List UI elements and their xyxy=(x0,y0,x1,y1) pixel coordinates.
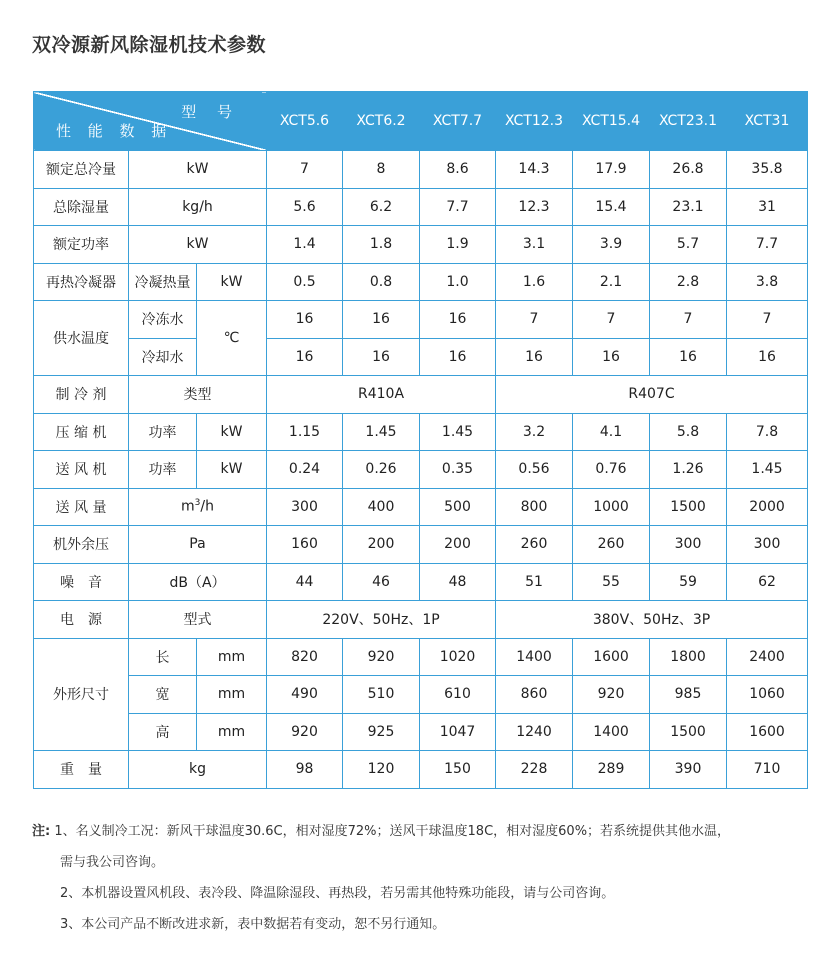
row-dim-width xyxy=(34,676,808,714)
row-power-supply xyxy=(34,601,808,639)
cell: 1240 xyxy=(496,713,573,751)
cell: 59 xyxy=(650,563,727,601)
cell: 1.45 xyxy=(727,451,808,489)
row-external-pressure xyxy=(34,526,808,564)
cell: 390 xyxy=(650,751,727,789)
row-unit: mm xyxy=(197,713,267,751)
cell: 300 xyxy=(267,488,343,526)
cell: 46 xyxy=(343,563,420,601)
row-sublabel: 型式 xyxy=(129,601,267,639)
cell: 0.35 xyxy=(420,451,496,489)
cell: 1.26 xyxy=(650,451,727,489)
cell-merged: R410A xyxy=(267,376,496,414)
cell: 400 xyxy=(343,488,420,526)
row-label: 送 风 量 xyxy=(34,488,129,526)
row-unit: dB（A） xyxy=(129,563,267,601)
cell: 16 xyxy=(650,338,727,376)
model-header: XCT7.7 xyxy=(420,92,496,151)
row-label: 送 风 机 xyxy=(34,451,129,489)
row-sublabel: 冷却水 xyxy=(129,338,197,376)
row-reheat-condenser xyxy=(34,263,808,301)
unit-base: m xyxy=(181,499,195,516)
model-header: XCT5.6 xyxy=(267,92,343,151)
cell: 860 xyxy=(496,676,573,714)
row-label: 供水温度 xyxy=(34,301,129,376)
cell: 7 xyxy=(496,301,573,339)
cell: 0.8 xyxy=(343,263,420,301)
cell: 7 xyxy=(727,301,808,339)
notes-block xyxy=(32,816,822,940)
row-sublabel: 长 xyxy=(129,638,197,676)
cell: 16 xyxy=(727,338,808,376)
cell: 3.9 xyxy=(573,226,650,264)
cell: 1400 xyxy=(496,638,573,676)
row-label: 电 源 xyxy=(34,601,129,639)
model-header: XCT15.4 xyxy=(573,92,650,151)
cell: 16 xyxy=(573,338,650,376)
row-dehumidification xyxy=(34,188,808,226)
row-unit: mm xyxy=(197,638,267,676)
cell: 1020 xyxy=(420,638,496,676)
row-fan xyxy=(34,451,808,489)
row-label: 额定功率 xyxy=(34,226,129,264)
spec-table xyxy=(33,91,808,789)
row-sublabel: 类型 xyxy=(129,376,267,414)
cell: 26.8 xyxy=(650,151,727,189)
cell: 490 xyxy=(267,676,343,714)
row-sublabel: 功率 xyxy=(129,413,197,451)
cell: 710 xyxy=(727,751,808,789)
cell: 300 xyxy=(727,526,808,564)
cell: 8.6 xyxy=(420,151,496,189)
cell: 150 xyxy=(420,751,496,789)
row-label: 再热冷凝器 xyxy=(34,263,129,301)
cell-merged: 380V、50Hz、3P xyxy=(496,601,808,639)
cell: 920 xyxy=(267,713,343,751)
cell: 1.8 xyxy=(343,226,420,264)
header-row xyxy=(34,92,808,151)
note-1-text: 1、名义制冷工况：新风干球温度30.6C，相对湿度72%；送风干球温度18C，相对湿度60%；若系统提供其他水温， xyxy=(54,824,731,839)
row-unit: kW xyxy=(129,151,267,189)
row-unit: kW xyxy=(197,263,267,301)
row-unit: kW xyxy=(197,451,267,489)
cell: 1.45 xyxy=(420,413,496,451)
cell: 1047 xyxy=(420,713,496,751)
row-label: 机外余压 xyxy=(34,526,129,564)
cell: 12.3 xyxy=(496,188,573,226)
cell: 820 xyxy=(267,638,343,676)
cell: 7 xyxy=(650,301,727,339)
cell: 16 xyxy=(343,301,420,339)
cell: 16 xyxy=(343,338,420,376)
row-unit: kW xyxy=(129,226,267,264)
row-cooling xyxy=(34,151,808,189)
cell: 3.2 xyxy=(496,413,573,451)
cell-merged: R407C xyxy=(496,376,808,414)
cell: 15.4 xyxy=(573,188,650,226)
cell: 51 xyxy=(496,563,573,601)
cell: 5.8 xyxy=(650,413,727,451)
cell: 2000 xyxy=(727,488,808,526)
row-unit: Pa xyxy=(129,526,267,564)
row-weight xyxy=(34,751,808,789)
cell: 35.8 xyxy=(727,151,808,189)
cell: 23.1 xyxy=(650,188,727,226)
cell: 1.0 xyxy=(420,263,496,301)
cell: 55 xyxy=(573,563,650,601)
row-airflow xyxy=(34,488,808,526)
cell: 7.7 xyxy=(727,226,808,264)
cell: 4.1 xyxy=(573,413,650,451)
cell: 920 xyxy=(343,638,420,676)
cell: 800 xyxy=(496,488,573,526)
cell: 200 xyxy=(420,526,496,564)
row-label: 压 缩 机 xyxy=(34,413,129,451)
note-2: 2、本机器设置风机段、表冷段、降温除湿段、再热段，若另需其他特殊功能段，请与公司咨询。 xyxy=(60,886,615,901)
row-unit: kg/h xyxy=(129,188,267,226)
corner-cell xyxy=(34,92,267,151)
cell: 500 xyxy=(420,488,496,526)
cell: 0.56 xyxy=(496,451,573,489)
cell: 2.1 xyxy=(573,263,650,301)
row-label: 总除湿量 xyxy=(34,188,129,226)
cell: 1060 xyxy=(727,676,808,714)
row-unit: mm xyxy=(197,676,267,714)
corner-perf-label: 性 能 数 据 xyxy=(56,122,173,140)
cell: 200 xyxy=(343,526,420,564)
row-sublabel: 功率 xyxy=(129,451,197,489)
note-3: 3、本公司产品不断改进求新，表中数据若有变动，恕不另行通知。 xyxy=(60,917,446,932)
row-sublabel: 冷凝热量 xyxy=(129,263,197,301)
row-label: 额定总冷量 xyxy=(34,151,129,189)
row-label: 噪 音 xyxy=(34,563,129,601)
cell: 48 xyxy=(420,563,496,601)
cell: 16 xyxy=(420,301,496,339)
cell: 510 xyxy=(343,676,420,714)
note-1-cont: 需与我公司咨询。 xyxy=(60,855,165,870)
row-compressor xyxy=(34,413,808,451)
row-rated-power xyxy=(34,226,808,264)
row-sublabel: 高 xyxy=(129,713,197,751)
row-label: 外形尺寸 xyxy=(34,638,129,751)
cell: 14.3 xyxy=(496,151,573,189)
row-sublabel: 宽 xyxy=(129,676,197,714)
cell: 0.24 xyxy=(267,451,343,489)
cell: 228 xyxy=(496,751,573,789)
row-label: 制 冷 剂 xyxy=(34,376,129,414)
cell: 0.76 xyxy=(573,451,650,489)
cell: 7 xyxy=(267,151,343,189)
cell: 1000 xyxy=(573,488,650,526)
cell: 120 xyxy=(343,751,420,789)
corner-model-label: 型 号 xyxy=(181,103,241,121)
row-sublabel: 冷冻水 xyxy=(129,301,197,339)
cell: 1600 xyxy=(727,713,808,751)
cell: 1500 xyxy=(650,713,727,751)
row-refrigerant xyxy=(34,376,808,414)
unit-tail: /h xyxy=(200,499,214,516)
cell: 289 xyxy=(573,751,650,789)
row-unit: ℃ xyxy=(197,301,267,376)
cell: 16 xyxy=(420,338,496,376)
cell: 1600 xyxy=(573,638,650,676)
cell: 16 xyxy=(267,301,343,339)
note-1 xyxy=(32,816,822,847)
cell-merged: 220V、50Hz、1P xyxy=(267,601,496,639)
cell: 0.5 xyxy=(267,263,343,301)
unit-sup: 3 xyxy=(194,498,201,509)
cell: 16 xyxy=(267,338,343,376)
cell: 5.7 xyxy=(650,226,727,264)
cell: 920 xyxy=(573,676,650,714)
cell: 985 xyxy=(650,676,727,714)
cell: 1400 xyxy=(573,713,650,751)
cell: 17.9 xyxy=(573,151,650,189)
model-header: XCT6.2 xyxy=(343,92,420,151)
row-unit: kg xyxy=(129,751,267,789)
cell: 44 xyxy=(267,563,343,601)
cell: 2400 xyxy=(727,638,808,676)
cell: 1.4 xyxy=(267,226,343,264)
notes-lead: 注: xyxy=(32,824,51,839)
cell: 16 xyxy=(496,338,573,376)
cell: 98 xyxy=(267,751,343,789)
cell: 260 xyxy=(573,526,650,564)
cell: 7.8 xyxy=(727,413,808,451)
cell: 925 xyxy=(343,713,420,751)
row-unit xyxy=(129,488,267,526)
cell: 31 xyxy=(727,188,808,226)
model-header: XCT23.1 xyxy=(650,92,727,151)
cell: 7 xyxy=(573,301,650,339)
cell: 260 xyxy=(496,526,573,564)
cell: 6.2 xyxy=(343,188,420,226)
row-noise xyxy=(34,563,808,601)
page-title: 双冷源新风除湿机技术参数 xyxy=(32,34,267,56)
cell: 300 xyxy=(650,526,727,564)
cell: 3.8 xyxy=(727,263,808,301)
cell: 1.6 xyxy=(496,263,573,301)
row-label: 重 量 xyxy=(34,751,129,789)
row-dim-length xyxy=(34,638,808,676)
cell: 2.8 xyxy=(650,263,727,301)
row-dim-height xyxy=(34,713,808,751)
cell: 1500 xyxy=(650,488,727,526)
cell: 8 xyxy=(343,151,420,189)
row-cooling-water xyxy=(34,338,808,376)
cell: 3.1 xyxy=(496,226,573,264)
cell: 1.15 xyxy=(267,413,343,451)
row-chilled-water xyxy=(34,301,808,339)
cell: 62 xyxy=(727,563,808,601)
cell: 1.9 xyxy=(420,226,496,264)
model-header: XCT31 xyxy=(727,92,808,151)
cell: 5.6 xyxy=(267,188,343,226)
model-header: XCT12.3 xyxy=(496,92,573,151)
cell: 7.7 xyxy=(420,188,496,226)
row-unit: kW xyxy=(197,413,267,451)
cell: 160 xyxy=(267,526,343,564)
cell: 1.45 xyxy=(343,413,420,451)
cell: 610 xyxy=(420,676,496,714)
cell: 1800 xyxy=(650,638,727,676)
cell: 0.26 xyxy=(343,451,420,489)
